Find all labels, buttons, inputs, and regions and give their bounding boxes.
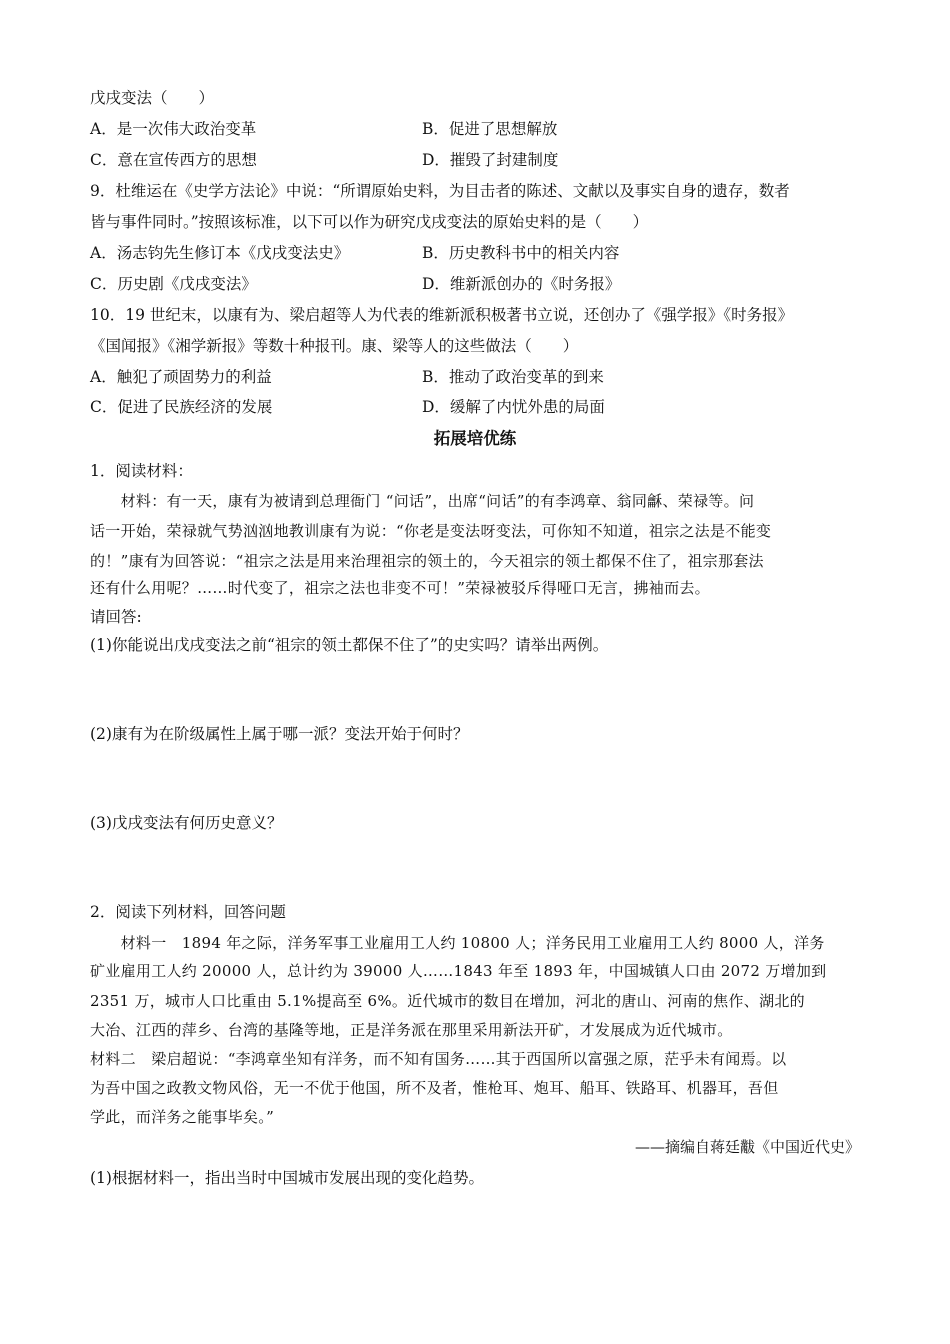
ext2-material-1-line-2: 矿业雇用工人约 20000 人，总计约为 39000 人……1843 年至 1893 年，中国城镇人口由 2072 万增加到 — [90, 962, 827, 980]
ext2-material-1-line-1: 材料一 1894 年之际，洋务军事工业雇用工人约 10800 人；洋务民用工业雇用工人约 8000 人，洋务 — [90, 934, 825, 952]
q10-stem-line-1: 10．19 世纪末，以康有为、梁启超等人为代表的维新派积极著书立说，还创办了《强学报》《时务报》 — [90, 306, 794, 324]
q10-option-c: C．促进了民族经济的发展 — [90, 398, 273, 416]
q9-option-d: D．维新派创办的《时务报》 — [422, 275, 621, 293]
q8-option-a: A．是一次伟大政治变革 — [90, 120, 257, 138]
q9-stem-line-1: 9．杜维运在《史学方法论》中说：“所谓原始史料，为目击者的陈述、文献以及事实自身的遗存，数者 — [90, 182, 790, 200]
ext1-material-line-3: 的！”康有为回答说：“祖宗之法是用来治理祖宗的领土的，今天祖宗的领土都保不住了，祖宗那套法 — [90, 552, 764, 570]
q8-option-b: B．促进了思想解放 — [422, 120, 558, 138]
ext1-material-line-4: 还有什么用呢？……时代变了，祖宗之法也非变不可！”荣禄被驳斥得哑口无言，拂袖而去。 — [90, 579, 710, 597]
q9-option-c: C．历史剧《戊戌变法》 — [90, 275, 257, 293]
q10-option-b: B．推动了政治变革的到来 — [422, 368, 604, 386]
ext1-question-1: (1)你能说出戊戌变法之前“祖宗的领土都保不住了”的史实吗？请举出两例。 — [90, 636, 609, 654]
q8-stem: 戊戌变法（ ） — [90, 89, 215, 107]
q9-option-b: B．历史教科书中的相关内容 — [422, 244, 620, 262]
ext2-source-citation: ——摘编自蒋廷黻《中国近代史》 — [634, 1138, 860, 1156]
q8-option-c: C．意在宣传西方的思想 — [90, 151, 257, 169]
ext1-intro: 1．阅读材料： — [90, 462, 193, 480]
ext1-material-line-1: 材料：有一天，康有为被请到总理衙门 “问话”，出席“问话”的有李鸿章、翁同龢、荣禄等。问 — [90, 492, 755, 510]
ext2-material-1-line-3: 2351 万，城市人口比重由 5.1%提高至 6%。近代城市的数目在增加，河北的唐山、河南的焦作、湖北的 — [90, 992, 805, 1010]
q8-option-d: D．摧毁了封建制度 — [422, 151, 559, 169]
ext2-material-2-line-3: 学此，而洋务之能事毕矣。” — [90, 1108, 275, 1126]
ext2-material-2-line-2: 为吾中国之政教文物风俗，无一不优于他国，所不及者，惟枪耳、炮耳、船耳、铁路耳、机器耳，吾但 — [90, 1079, 779, 1097]
section-title: 拓展培优练 — [433, 429, 517, 448]
ext2-material-1-line-4: 大冶、江西的萍乡、台湾的基隆等地，正是洋务派在那里采用新法开矿，才发展成为近代城市。 — [90, 1021, 733, 1039]
q10-stem-line-2: 《国闻报》《湘学新报》等数十种报刊。康、梁等人的这些做法（ ） — [90, 337, 579, 355]
q9-stem-line-2: 皆与事件同时。”按照该标准，以下可以作为研究戊戌变法的原始史料的是（ ） — [90, 213, 649, 231]
ext1-material-line-2: 话一开始，荣禄就气势汹汹地教训康有为说：“你老是变法呀变法，可你知不知道，祖宗之法是不能变 — [90, 522, 772, 540]
ext1-question-3: (3)戊戌变法有何历史意义？ — [90, 814, 283, 832]
q9-option-a: A．汤志钧先生修订本《戊戌变法史》 — [90, 244, 350, 262]
ext2-question-1: (1)根据材料一，指出当时中国城市发展出现的变化趋势。 — [90, 1169, 484, 1187]
ext2-material-2-line-1: 材料二 梁启超说：“李鸿章坐知有洋务，而不知有国务……其于西国所以富强之原，茫乎未有闻焉。以 — [90, 1050, 787, 1068]
ext2-intro: 2．阅读下列材料，回答问题 — [90, 903, 286, 921]
q10-option-d: D．缓解了内忧外患的局面 — [422, 398, 605, 416]
ext1-ask: 请回答: — [90, 608, 142, 626]
q10-option-a: A．触犯了顽固势力的利益 — [90, 368, 272, 386]
ext1-question-2: (2)康有为在阶级属性上属于哪一派？变法开始于何时？ — [90, 725, 469, 743]
